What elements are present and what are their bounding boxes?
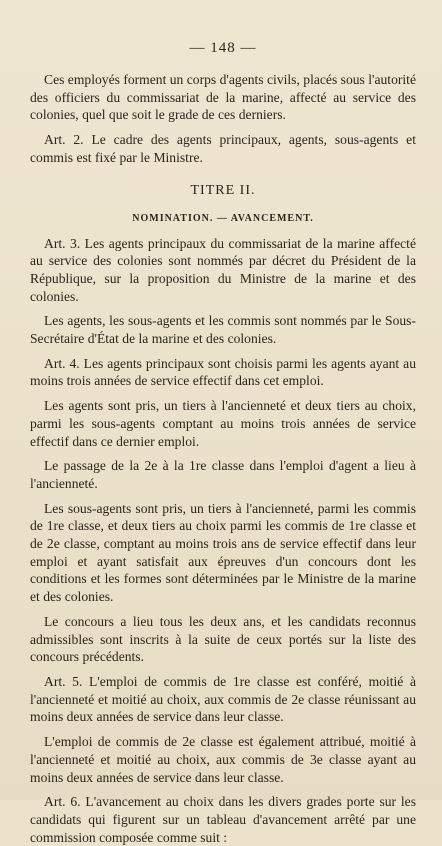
paragraph: Art. 5. L'emploi de commis de 1re classe est conféré, moitié à l'ancienneté et moitié au choix, aux commis de 2e classe réunissant au moins deux années de service dans leur classe. — [30, 673, 416, 725]
paragraph: Les agents sont pris, un tiers à l'ancienneté et deux tiers au choix, parmi les sous-agents comptant au moins trois années de service effectif dans ce dernier emploi. — [30, 398, 416, 449]
paragraph: Les sous-agents sont pris, un tiers à l'ancienneté, parmi les commis de 1re classe, et deux tiers au choix parmi les commis de 1re classe et de 2e classe, comptant au moins trois ans de service effectif dans leur emploi et ayant satisfait aux épreuves d'un concours dont les conditions et les formes sont déterminées par le Ministre de la marine et des colonies. — [30, 500, 416, 605]
paragraph: Art. 6. L'avancement au choix dans les divers grades porte sur les candidats qui figurent sur un tableau d'avancement arrêté par une commission composée comme suit : — [30, 794, 416, 845]
paragraph: Art. 4. Les agents principaux sont choisis parmi les agents ayant au moins trois années de service effectif dans cet emploi. — [30, 355, 416, 389]
section-title: TITRE II. — [190, 182, 256, 198]
section-subtitle: NOMINATION. — AVANCEMENT. — [132, 212, 314, 224]
paragraph: Ces employés forment un corps d'agents civils, placés sous l'autorité des officiers du commissariat de la marine, affecté au service des colonies, quel que soit le grade de ces derniers. — [30, 72, 416, 123]
paragraph: Art. 3. Les agents principaux du commissariat de la marine affecté au service des colonies sont nommés par décret du Président de la République, sur la proposition du Ministre de la marine et des colonies. — [30, 235, 416, 304]
paragraph: Art. 2. Le cadre des agents principaux, agents, sous-agents et commis est fixé par le Ministre. — [30, 132, 416, 165]
paragraph: Le concours a lieu tous les deux ans, et les candidats reconnus admissibles sont inscrits à la suite de ceux portés sur la liste des concours précédents. — [30, 613, 416, 665]
paragraph: L'emploi de commis de 2e classe est également attribué, moitié à l'ancienneté et moitié au choix, aux commis de 3e classe ayant au moins deux années de service dans leur classe. — [30, 734, 416, 785]
page-number: — 148 — — [189, 40, 257, 56]
paragraph: Les agents, les sous-agents et les commis sont nommés par le Sous-Secrétaire d'État de la marine et des colonies. — [30, 313, 416, 347]
paragraph: Le passage de la 2e à la 1re classe dans l'emploi d'agent a lieu à l'ancienneté. — [30, 458, 416, 491]
page-content — [30, 40, 416, 846]
